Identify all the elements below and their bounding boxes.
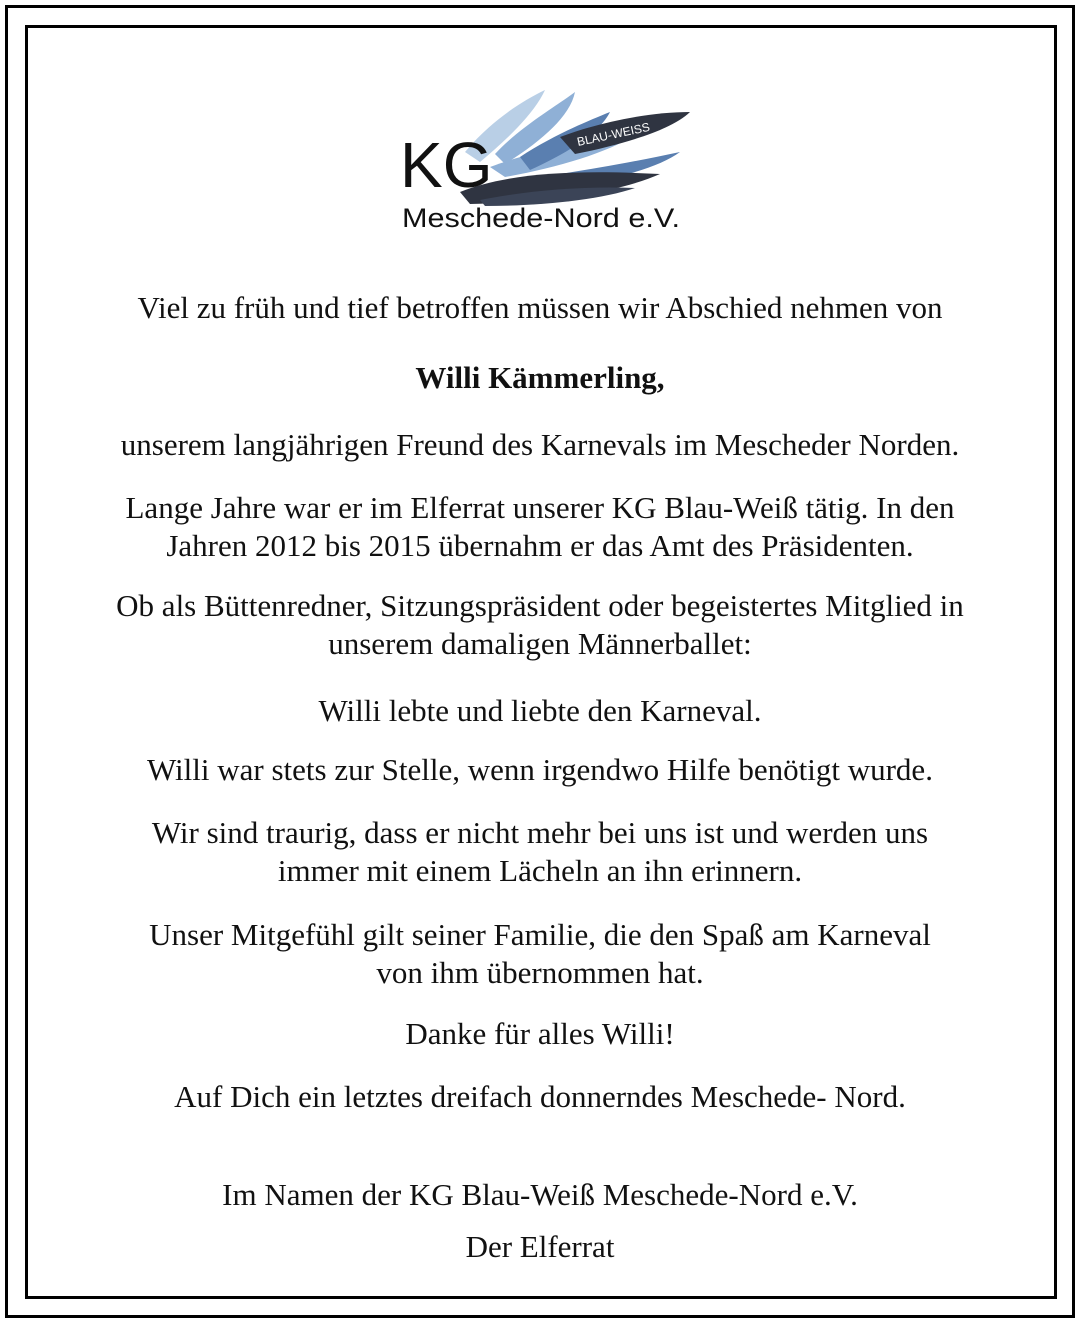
elferrat-paragraph: [40, 489, 1040, 565]
signature-body: Der Elferrat: [465, 1229, 615, 1264]
lived-carnival-line: Willi lebte und liebte den Karneval.: [318, 693, 762, 728]
relation-line: unserem langjährigen Freund des Karnevals im Mescheder Norden.: [120, 427, 960, 462]
roles-line-2: unserem damaligen Männerballet:: [328, 626, 752, 661]
sadness-line-2: immer mit einem Lächeln an ihn erinnern.: [277, 853, 803, 888]
helper-line: Willi war stets zur Stelle, wenn irgendwo Hilfe benötigt wurde.: [147, 752, 933, 787]
sadness-line-1: Wir sind traurig, dass er nicht mehr bei uns ist und werden uns: [151, 815, 929, 850]
elferrat-line-2: Jahren 2012 bis 2015 übernahm er das Amt des Präsidenten.: [166, 528, 914, 563]
sympathy-paragraph: [40, 916, 1040, 992]
logo-banner-text: BLAU-WEISS: [575, 119, 652, 149]
cheer-line: Auf Dich ein letztes dreifach donnerndes Meschede- Nord.: [174, 1079, 906, 1114]
elferrat-line-1: Lange Jahre war er im Elferrat unserer KG Blau-Weiß tätig. In den: [125, 490, 955, 525]
deceased-name: Willi Kämmerling,: [415, 360, 665, 395]
sadness-paragraph: [40, 814, 1040, 890]
signature-line: Im Namen der KG Blau-Weiß Meschede-Nord e.V.: [222, 1177, 858, 1212]
thanks-line: Danke für alles Willi!: [405, 1016, 675, 1051]
club-logo: [370, 82, 700, 252]
roles-paragraph: [40, 587, 1040, 663]
sympathy-line-1: Unser Mitgefühl gilt seiner Familie, die den Spaß am Karneval: [149, 917, 931, 952]
logo-org-text: Meschede-Nord e.V.: [402, 203, 680, 233]
intro-line: Viel zu früh und tief betroffen müssen wir Abschied nehmen von: [137, 290, 943, 325]
logo-kg-text: KG: [400, 129, 493, 201]
club-logo-graphic: [370, 82, 700, 252]
roles-line-1: Ob als Büttenredner, Sitzungspräsident oder begeistertes Mitglied in: [116, 588, 964, 623]
sympathy-line-2: von ihm übernommen hat.: [376, 955, 704, 990]
